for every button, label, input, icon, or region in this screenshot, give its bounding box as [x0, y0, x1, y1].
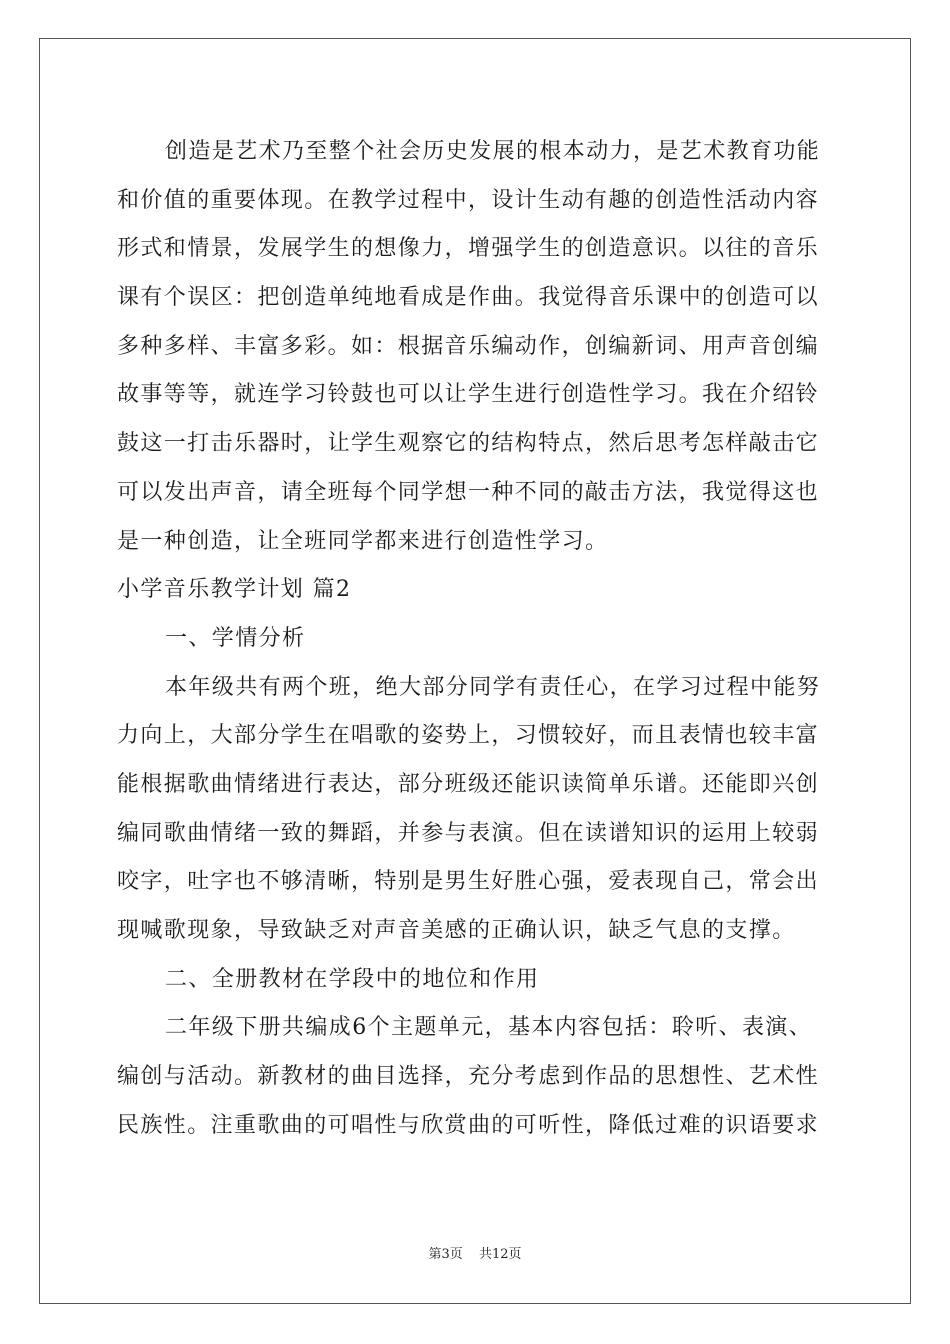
- text-line: 二年级下册共编成6个主题单元，基本内容包括：聆听、表演、: [165, 1015, 813, 1041]
- text-line: 多种多样、丰富多彩。如：根据音乐编动作，创编新词、用声音创编: [117, 333, 820, 359]
- text-line: 形式和情景，发展学生的想像力，增强学生的创造意识。以往的音乐: [117, 236, 820, 262]
- page-footer: [0, 1243, 950, 1262]
- text-line: 是一种创造，让全班同学都来进行创造性学习。: [117, 528, 609, 554]
- text-line: 能根据歌曲情绪进行表达，部分班级还能识读简单乐谱。还能即兴创: [117, 771, 820, 797]
- text-line: 现喊歌现象，导致缺乏对声音美感的正确认识，缺乏气息的支撑。: [117, 918, 796, 943]
- text-line: 编创与活动。新教材的曲目选择，充分考虑到作品的思想性、艺术性: [117, 1064, 820, 1090]
- text-line: 民族性。注重歌曲的可唱性与欣赏曲的可听性，降低过难的识语要求: [117, 1112, 820, 1138]
- text-line: 小学音乐教学计划 篇2: [117, 577, 352, 603]
- text-line: 本年级共有两个班，绝大部分同学有责任心，在学习过程中能努: [165, 674, 821, 700]
- document-body: [117, 128, 833, 1150]
- text-line: 咬字，吐字也不够清晰，特别是男生好胜心强，爱表现自己，常会出: [117, 869, 820, 895]
- text-line: 鼓这一打击乐器时，让学生观察它的结构特点，然后思考怎样敲击它: [117, 431, 820, 457]
- page-number: 第3页: [428, 1247, 463, 1262]
- text-line: 一、学情分析: [165, 625, 306, 651]
- text-line: 故事等等，就连学习铃鼓也可以让学生进行创造性学习。我在介绍铃: [117, 382, 820, 408]
- text-line: 编同歌曲情绪一致的舞蹈，并参与表演。但在读谱知识的运用上较弱: [117, 820, 820, 846]
- text-line: 创造是艺术乃至整个社会历史发展的根本动力，是艺术教育功能: [165, 139, 821, 164]
- text-line: 课有个误区：把创造单纯地看成是作曲。我觉得音乐课中的创造可以: [117, 285, 820, 311]
- text-line: 和价值的重要体现。在教学过程中，设计生动有趣的创造性活动内容: [117, 187, 820, 213]
- page-total: 共12页: [478, 1247, 522, 1262]
- text-line: 二、全册教材在学段中的地位和作用: [165, 966, 540, 992]
- text-line: 可以发出声音，请全班每个同学想一种不同的敲击方法，我觉得这也: [117, 479, 820, 505]
- text-line: 力向上，大部分学生在唱歌的姿势上，习惯较好，而且表情也较丰富: [117, 723, 820, 749]
